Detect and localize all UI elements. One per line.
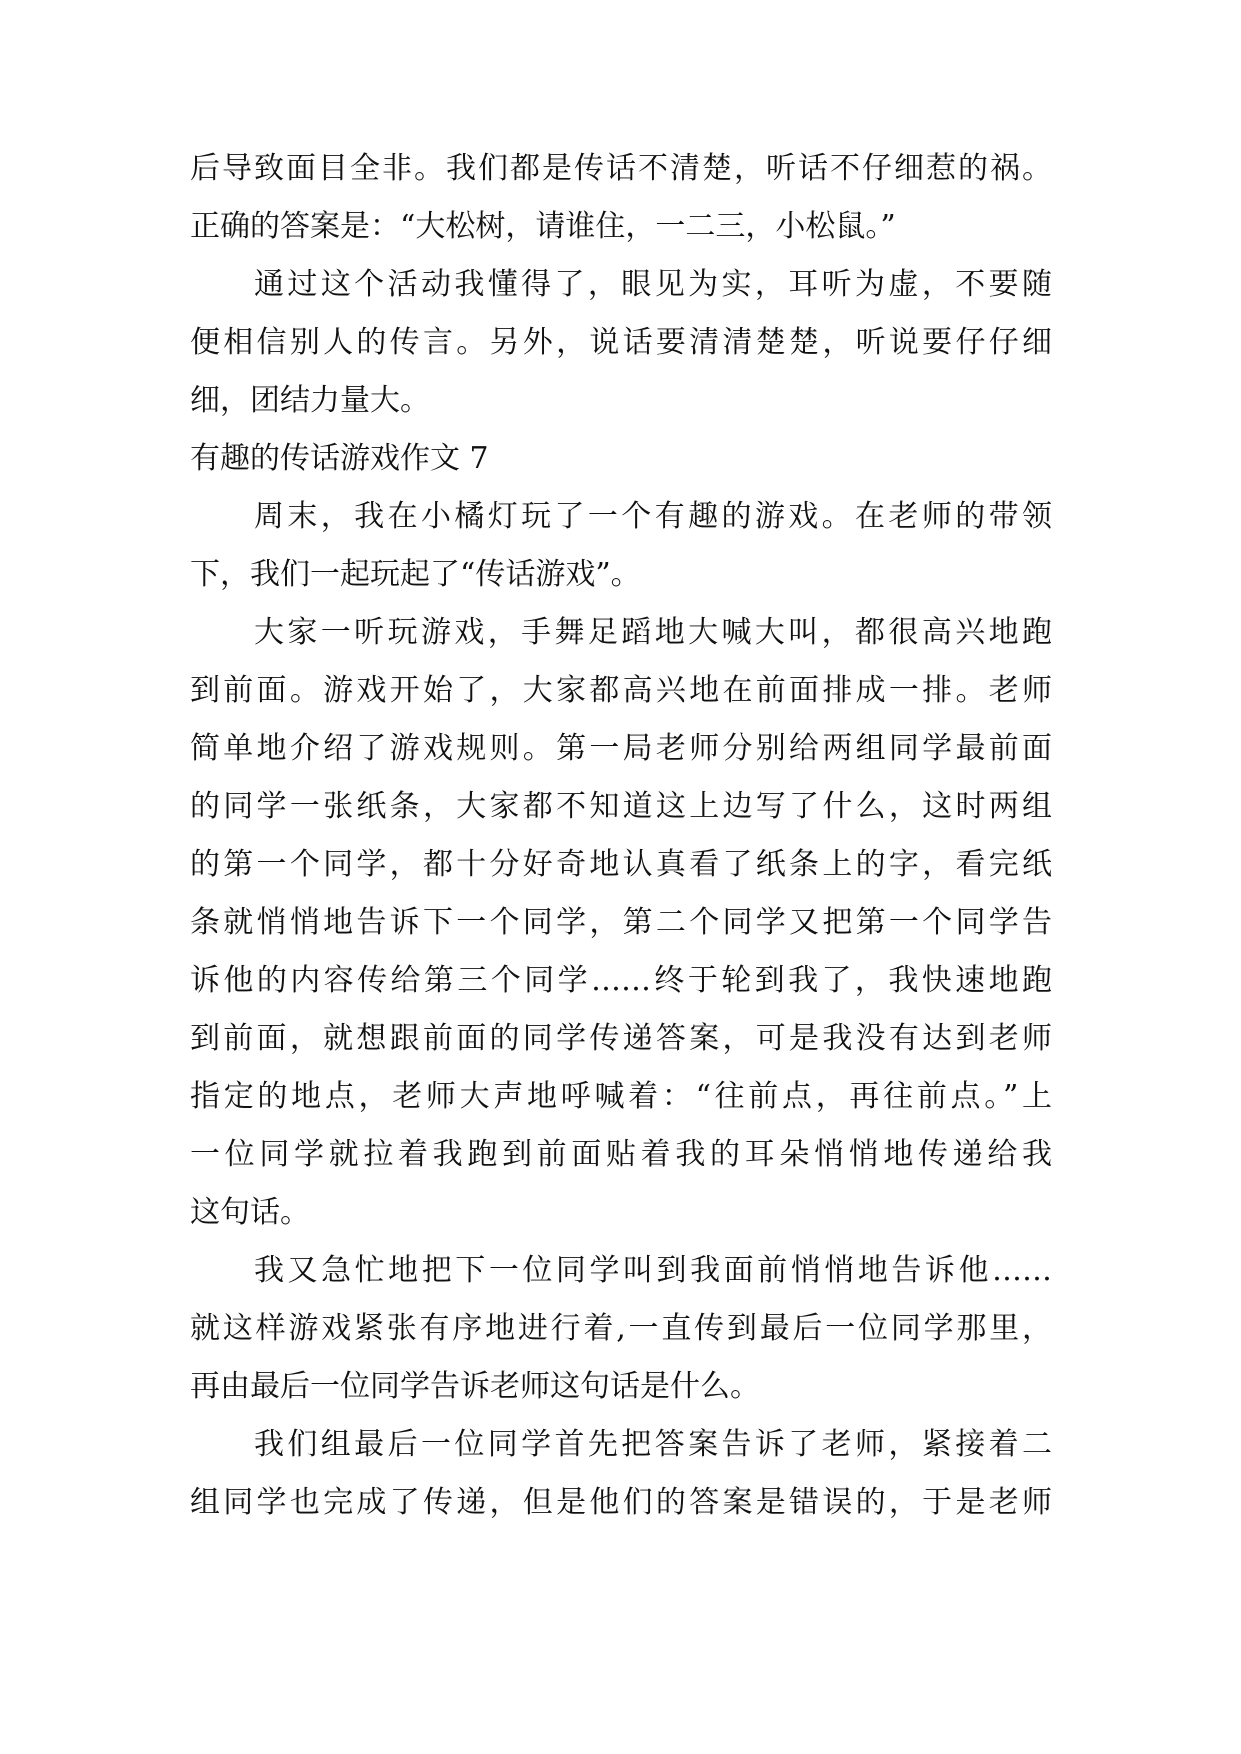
paragraph (190, 140, 1052, 256)
text-line: 大家一听玩游戏，手舞足蹈地大喊大叫，都很高兴地跑 (254, 615, 1052, 650)
text-line: 到前面，就想跟前面的同学传递答案，可是我没有达到老师 (190, 1021, 1052, 1056)
text-line: 再由最后一位同学告诉老师这句话是什么。 (190, 1369, 760, 1404)
text-line: 就这样游戏紧张有序地进行着,一直传到最后一位同学那里， (190, 1311, 1052, 1346)
text-line: 周末，我在小橘灯玩了一个有趣的游戏。在老师的带领 (254, 499, 1052, 534)
text-line: 细，团结力量大。 (190, 383, 430, 418)
paragraph (190, 1416, 1052, 1532)
text-line: 指定的地点，老师大声地呼喊着：“往前点，再往前点。”上 (190, 1079, 1052, 1114)
text-line: 我又急忙地把下一位同学叫到我面前悄悄地告诉他…… (254, 1253, 1052, 1288)
text-line: 简单地介绍了游戏规则。第一局老师分别给两组同学最前面 (190, 731, 1052, 766)
text-line: 我们组最后一位同学首先把答案告诉了老师，紧接着二 (254, 1427, 1052, 1462)
text-line: 组同学也完成了传递，但是他们的答案是错误的，于是老师 (190, 1485, 1052, 1520)
text-line: 这句话。 (190, 1195, 310, 1230)
heading-text: 有趣的传话游戏作文 7 (190, 441, 489, 476)
text-line: 正确的答案是：“大松树，请谁住，一二三，小松鼠。” (190, 209, 896, 244)
text-line: 诉他的内容传给第三个同学……终于轮到我了，我快速地跑 (190, 963, 1052, 998)
text-line: 便相信别人的传言。另外，说话要清清楚楚，听说要仔仔细 (190, 325, 1052, 360)
text-line: 的同学一张纸条，大家都不知道这上边写了什么，这时两组 (190, 789, 1052, 824)
text-line: 一位同学就拉着我跑到前面贴着我的耳朵悄悄地传递给我 (190, 1137, 1052, 1172)
section-heading (190, 430, 1052, 488)
text-line: 后导致面目全非。我们都是传话不清楚，听话不仔细惹的祸。 (190, 151, 1052, 186)
paragraph (190, 488, 1052, 604)
text-line: 下，我们一起玩起了“传话游戏”。 (190, 557, 641, 592)
text-line: 的第一个同学，都十分好奇地认真看了纸条上的字，看完纸 (190, 847, 1052, 882)
text-line: 条就悄悄地告诉下一个同学，第二个同学又把第一个同学告 (190, 905, 1052, 940)
document-page (190, 140, 1052, 1532)
text-line: 到前面。游戏开始了，大家都高兴地在前面排成一排。老师 (190, 673, 1052, 708)
paragraph (190, 256, 1052, 430)
paragraph (190, 604, 1052, 1242)
paragraph (190, 1242, 1052, 1416)
text-line: 通过这个活动我懂得了，眼见为实，耳听为虚，不要随 (254, 267, 1052, 302)
